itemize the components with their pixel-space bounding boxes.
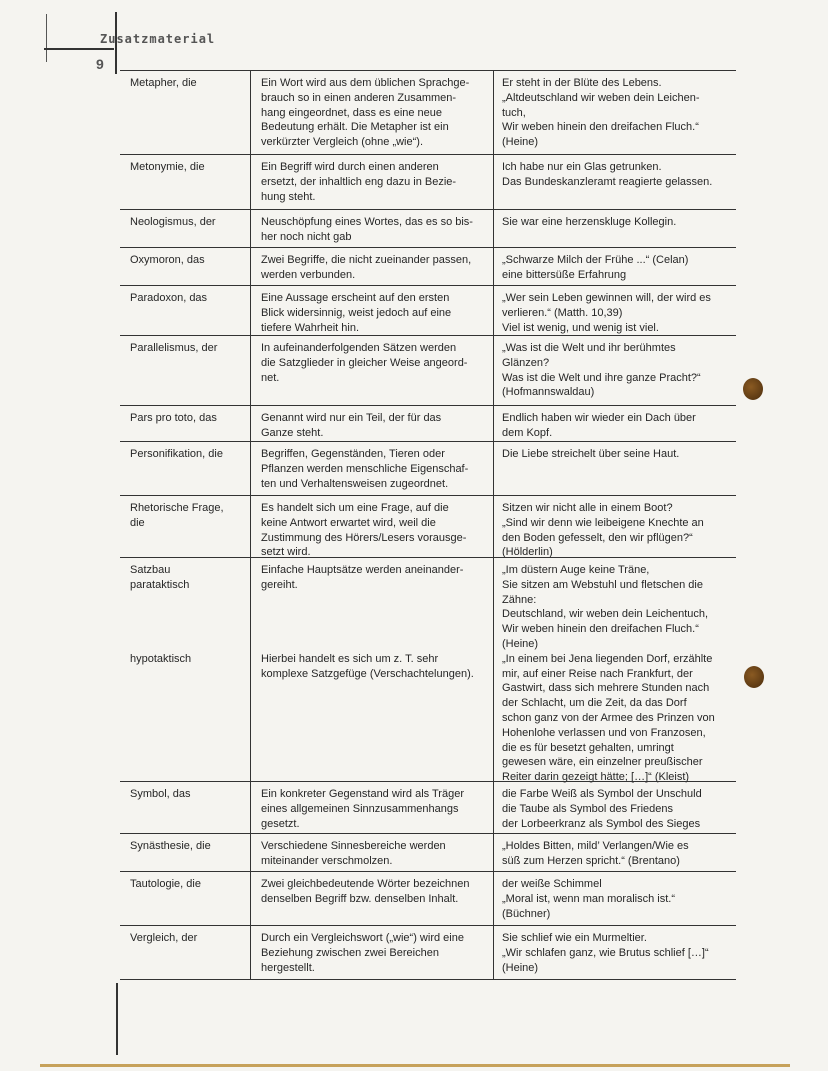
header-rule bbox=[44, 48, 114, 50]
text-line: setzt wird. bbox=[261, 546, 311, 559]
text-line: hung steht. bbox=[261, 190, 316, 203]
text-line: Er steht in der Blüte des Lebens. bbox=[502, 77, 662, 89]
definition-cell bbox=[250, 496, 493, 558]
table-row bbox=[120, 155, 736, 210]
term-cell bbox=[120, 155, 250, 210]
text-line: Oxymoron, das bbox=[130, 254, 205, 266]
text-line bbox=[130, 593, 250, 608]
definition-cell bbox=[250, 872, 493, 926]
text-line: Durch ein Vergleichswort („wie“) wird eine bbox=[261, 932, 464, 944]
example-cell bbox=[493, 496, 736, 558]
text-line: „Altdeutschland wir weben dein Leichen- bbox=[502, 91, 700, 104]
text-line: Gastwirt, dass sich mehrere Stunden nach bbox=[502, 682, 710, 695]
text-line: die es für besetzt gehalten, umringt bbox=[502, 741, 674, 754]
text-line: her noch nicht gab bbox=[261, 230, 352, 243]
text-line: Sie sitzen am Webstuhl und fletschen die bbox=[502, 578, 703, 591]
example-cell bbox=[493, 336, 736, 406]
text-line: gereiht. bbox=[261, 578, 298, 591]
table-row bbox=[120, 872, 736, 926]
text-line: Pars pro toto, das bbox=[130, 412, 217, 424]
text-line: Viel ist wenig, und wenig ist viel. bbox=[502, 321, 659, 334]
example-cell bbox=[493, 872, 736, 926]
margin-rule bbox=[116, 983, 118, 1055]
text-line: Hierbei handelt es sich um z. T. sehr bbox=[261, 652, 439, 665]
term-cell bbox=[120, 248, 250, 286]
text-line: eines allgemeinen Sinnzusammenhangs bbox=[261, 802, 459, 815]
text-line bbox=[130, 622, 250, 637]
header-label: Zusatzmaterial bbox=[100, 32, 216, 46]
text-line: dem Kopf. bbox=[502, 426, 553, 439]
text-line: der Schlacht, um die Zeit, da das Dorf bbox=[502, 697, 687, 710]
row-divider bbox=[250, 979, 493, 980]
text-line: Zähne: bbox=[502, 593, 537, 606]
text-line: „In einem bei Jena liegenden Dorf, erzählte bbox=[502, 652, 713, 665]
table-row bbox=[120, 558, 736, 782]
text-line: Metapher, die bbox=[130, 77, 197, 89]
table-row bbox=[120, 286, 736, 336]
definition-cell bbox=[250, 248, 493, 286]
text-line: „Was ist die Welt und ihr berühmtes bbox=[502, 342, 676, 354]
table-row bbox=[120, 496, 736, 558]
text-line: tuch, bbox=[502, 106, 526, 119]
definition-cell bbox=[250, 71, 493, 155]
text-line: Endlich haben wir wieder ein Dach über bbox=[502, 412, 696, 424]
text-line: die bbox=[130, 516, 145, 529]
text-line: Sie war eine herzenskluge Kollegin. bbox=[502, 216, 677, 228]
text-line: „Holdes Bitten, mild’ Verlangen/Wie es bbox=[502, 840, 689, 852]
punch-hole bbox=[743, 378, 763, 400]
term-cell bbox=[120, 286, 250, 336]
text-line: brauch so in einen anderen Zusammen- bbox=[261, 91, 457, 104]
example-cell bbox=[493, 210, 736, 248]
table-row bbox=[120, 406, 736, 442]
text-line: In aufeinanderfolgenden Sätzen werden bbox=[261, 342, 457, 354]
table-row bbox=[120, 782, 736, 834]
punch-hole bbox=[744, 666, 764, 688]
text-line: Personifikation, die bbox=[130, 448, 223, 460]
text-line: Blick widersinnig, weist jedoch auf eine bbox=[261, 306, 452, 319]
table-row bbox=[120, 926, 736, 980]
definition-cell bbox=[250, 406, 493, 442]
text-line: Zustimmung des Hörers/Lesers vorausge- bbox=[261, 531, 467, 544]
text-line: hang eingeordnet, dass es eine neue bbox=[261, 106, 443, 119]
text-line: (Büchner) bbox=[502, 907, 551, 920]
text-line: Genannt wird nur ein Teil, der für das bbox=[261, 412, 442, 424]
text-line: schon ganz von der Armee des Prinzen von bbox=[502, 711, 715, 724]
text-line: die Farbe Weiß als Symbol der Unschuld bbox=[502, 788, 702, 800]
text-line: Synästhesie, die bbox=[130, 840, 211, 852]
text-line: Es handelt sich um eine Frage, auf die bbox=[261, 502, 449, 514]
text-line: Die Liebe streichelt über seine Haut. bbox=[502, 448, 680, 460]
text-line: der Lorbeerkranz als Symbol des Sieges bbox=[502, 817, 701, 830]
text-line: Reiter darin gezeigt hätte; […]“ (Kleist) bbox=[502, 771, 690, 784]
text-line: Satzbau bbox=[130, 564, 171, 576]
definition-cell bbox=[250, 286, 493, 336]
text-line: die Satzglieder in gleicher Weise angeord- bbox=[261, 356, 468, 369]
text-line: werden verbunden. bbox=[261, 268, 356, 281]
text-line: Verschiedene Sinnesbereiche werden bbox=[261, 840, 446, 852]
text-line: süß zum Herzen spricht.“ (Brentano) bbox=[502, 854, 680, 867]
text-line: Paradoxon, das bbox=[130, 292, 208, 304]
row-divider bbox=[120, 979, 250, 980]
text-line: Ein Begriff wird durch einen anderen bbox=[261, 161, 439, 173]
text-line: Ganze steht. bbox=[261, 426, 324, 439]
term-cell bbox=[120, 210, 250, 248]
text-line: Neologismus, der bbox=[130, 216, 216, 228]
text-line bbox=[130, 607, 250, 622]
term-cell bbox=[120, 71, 250, 155]
text-line: Sitzen wir nicht alle in einem Boot? bbox=[502, 502, 673, 514]
text-line: Rhetorische Frage, bbox=[130, 502, 224, 514]
definition-cell bbox=[250, 834, 493, 872]
text-line: eine bittersüße Erfahrung bbox=[502, 268, 627, 281]
term-cell bbox=[120, 558, 250, 782]
text-line: (Heine) bbox=[502, 637, 539, 650]
text-line: Das Bundeskanzleramt reagierte gelassen. bbox=[502, 175, 713, 188]
page-number: 9 bbox=[96, 56, 104, 72]
definition-cell bbox=[250, 442, 493, 496]
example-cell bbox=[493, 248, 736, 286]
term-cell bbox=[120, 926, 250, 980]
text-line: gewesen wäre, ein einzelner preußischer bbox=[502, 756, 703, 769]
text-line: Bedeutung erhält. Die Metapher ist ein bbox=[261, 121, 449, 134]
text-line: (Hofmannswaldau) bbox=[502, 386, 595, 399]
text-line: ten und Verhaltensweisen zugeordnet. bbox=[261, 477, 449, 490]
text-line: Eine Aussage erscheint auf den ersten bbox=[261, 292, 450, 304]
row-divider bbox=[493, 979, 736, 980]
text-line: Ein Wort wird aus dem üblichen Sprachge- bbox=[261, 77, 470, 89]
text-line: Parallelismus, der bbox=[130, 342, 218, 354]
term-cell bbox=[120, 872, 250, 926]
term-cell bbox=[120, 834, 250, 872]
text-line: denselben Begriff bzw. denselben Inhalt. bbox=[261, 892, 459, 905]
term-cell bbox=[120, 496, 250, 558]
text-line: Zwei Begriffe, die nicht zueinander passen, bbox=[261, 254, 472, 266]
text-line: den Boden gefesselt, den wir pflügen?“ bbox=[502, 531, 693, 544]
term-cell bbox=[120, 336, 250, 406]
text-line: (Hölderlin) bbox=[502, 546, 553, 559]
text-line: hypotaktisch bbox=[130, 652, 192, 665]
text-line: „Wir schlafen ganz, wie Brutus schlief […]“ bbox=[502, 946, 709, 959]
definition-cell bbox=[250, 558, 493, 782]
text-line: Sie schlief wie ein Murmeltier. bbox=[502, 932, 647, 944]
text-line: „Schwarze Milch der Frühe ...“ (Celan) bbox=[502, 254, 689, 266]
text-line: tiefere Wahrheit hin. bbox=[261, 321, 360, 334]
example-cell bbox=[493, 926, 736, 980]
definition-cell bbox=[250, 926, 493, 980]
example-cell bbox=[493, 286, 736, 336]
table-row bbox=[120, 834, 736, 872]
text-line bbox=[261, 607, 487, 622]
text-line: „Wer sein Leben gewinnen will, der wird es bbox=[502, 292, 711, 304]
text-line: Einfache Hauptsätze werden aneinander- bbox=[261, 564, 464, 576]
page-edge bbox=[40, 1064, 790, 1067]
example-cell bbox=[493, 71, 736, 155]
term-cell bbox=[120, 782, 250, 834]
text-line bbox=[261, 593, 487, 608]
text-line: hergestellt. bbox=[261, 961, 315, 974]
example-cell bbox=[493, 782, 736, 834]
margin-rule bbox=[46, 14, 47, 62]
text-line: „Sind wir denn wie leibeigene Knechte an bbox=[502, 516, 704, 529]
text-line: Begriffen, Gegenständen, Tieren oder bbox=[261, 448, 445, 460]
text-line: der weiße Schimmel bbox=[502, 878, 602, 890]
definition-cell bbox=[250, 782, 493, 834]
text-line: Hohenlohe verlassen und von Franzosen, bbox=[502, 726, 706, 739]
text-line: Metonymie, die bbox=[130, 161, 205, 173]
text-line: Pflanzen werden menschliche Eigenschaf- bbox=[261, 462, 469, 475]
text-line: Vergleich, der bbox=[130, 932, 198, 944]
text-line: „Moral ist, wenn man moralisch ist.“ bbox=[502, 892, 675, 905]
text-line bbox=[130, 637, 250, 652]
example-cell bbox=[493, 558, 736, 782]
text-line: Ein konkreter Gegenstand wird als Träger bbox=[261, 788, 464, 800]
example-cell bbox=[493, 155, 736, 210]
text-line: Neuschöpfung eines Wortes, das es so bis- bbox=[261, 216, 473, 228]
text-line: (Heine) bbox=[502, 136, 539, 149]
text-line bbox=[261, 637, 487, 652]
term-cell bbox=[120, 406, 250, 442]
example-cell bbox=[493, 406, 736, 442]
table-row bbox=[120, 336, 736, 406]
text-line: (Heine) bbox=[502, 961, 539, 974]
text-line: Deutschland, wir weben dein Leichentuch, bbox=[502, 608, 709, 621]
stylistic-devices-table bbox=[120, 70, 736, 980]
text-line: Was ist die Welt und ihre ganze Pracht?“ bbox=[502, 371, 701, 384]
text-line: Wir weben hinein den dreifachen Fluch.“ bbox=[502, 623, 699, 636]
text-line: verkürzter Vergleich (ohne „wie“). bbox=[261, 136, 424, 149]
text-line: net. bbox=[261, 371, 280, 384]
text-line: gesetzt. bbox=[261, 817, 300, 830]
table-row bbox=[120, 442, 736, 496]
text-line: ersetzt, der inhaltlich eng dazu in Bezie- bbox=[261, 175, 457, 188]
text-line: Ich habe nur ein Glas getrunken. bbox=[502, 161, 662, 173]
text-line: Glänzen? bbox=[502, 356, 550, 369]
table-row bbox=[120, 210, 736, 248]
term-cell bbox=[120, 442, 250, 496]
text-line: verlieren.“ (Matth. 10,39) bbox=[502, 306, 623, 319]
table-row bbox=[120, 248, 736, 286]
text-line: Beziehung zwischen zwei Bereichen bbox=[261, 946, 439, 959]
text-line bbox=[261, 622, 487, 637]
definition-cell bbox=[250, 210, 493, 248]
text-line: die Taube als Symbol des Friedens bbox=[502, 802, 674, 815]
definition-cell bbox=[250, 336, 493, 406]
text-line: Symbol, das bbox=[130, 788, 191, 800]
text-line: parataktisch bbox=[130, 578, 190, 591]
example-cell bbox=[493, 834, 736, 872]
definition-cell bbox=[250, 155, 493, 210]
text-line: Tautologie, die bbox=[130, 878, 201, 890]
text-line: keine Antwort erwartet wird, weil die bbox=[261, 516, 436, 529]
text-line: komplexe Satzgefüge (Verschachtelungen). bbox=[261, 667, 474, 680]
text-line: mir, auf einer Reise nach Frankfurt, der bbox=[502, 667, 693, 680]
text-line: „Im düstern Auge keine Träne, bbox=[502, 564, 650, 576]
table-row bbox=[120, 71, 736, 155]
text-line: miteinander verschmolzen. bbox=[261, 854, 393, 867]
text-line: Wir weben hinein den dreifachen Fluch.“ bbox=[502, 121, 699, 134]
text-line: Zwei gleichbedeutende Wörter bezeichnen bbox=[261, 878, 470, 890]
example-cell bbox=[493, 442, 736, 496]
